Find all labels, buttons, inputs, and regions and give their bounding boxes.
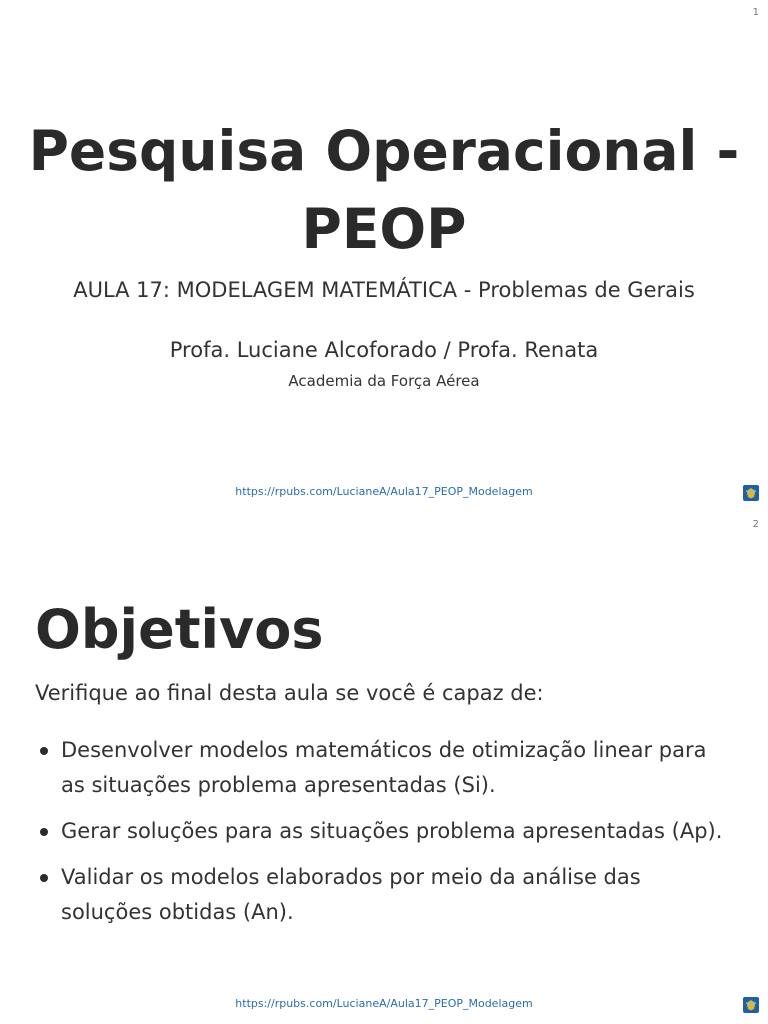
slide-intro: Verifique ao final desta aula se você é capaz de: (35, 681, 544, 705)
footer-link[interactable]: https://rpubs.com/LucianeA/Aula17_PEOP_Modelagem (235, 485, 533, 498)
list-item-text: Desenvolver modelos matemáticos de otimização linear para as situações problema apresentadas (Si). (61, 738, 707, 797)
bullet-icon (40, 747, 48, 755)
page-number: 2 (752, 519, 759, 530)
list-item-text: Gerar soluções para as situações problema apresentadas (Ap). (61, 819, 723, 843)
academy-crest-icon (743, 997, 759, 1013)
slide-title: Objetivos (35, 598, 324, 661)
slide-subtitle: AULA 17: MODELAGEM MATEMÁTICA - Problemas de Gerais (73, 278, 695, 302)
objectives-list (35, 733, 725, 941)
slide-2 (0, 512, 768, 1024)
list-item (35, 814, 725, 849)
list-item (35, 733, 725, 803)
slide-authors: Profa. Luciane Alcoforado / Profa. Renata (169, 338, 599, 362)
slide-title: Pesquisa Operacional - PEOP (28, 119, 740, 261)
list-item-text: Validar os modelos elaborados por meio da análise das soluções obtidas (An). (61, 865, 641, 924)
page-number: 1 (752, 7, 759, 18)
academy-crest-icon (743, 485, 759, 501)
slide-institution: Academia da Força Aérea (288, 372, 480, 390)
bullet-icon (40, 828, 48, 836)
footer-link[interactable]: https://rpubs.com/LucianeA/Aula17_PEOP_Modelagem (235, 997, 533, 1010)
list-item (35, 860, 725, 930)
bullet-icon (40, 874, 48, 882)
